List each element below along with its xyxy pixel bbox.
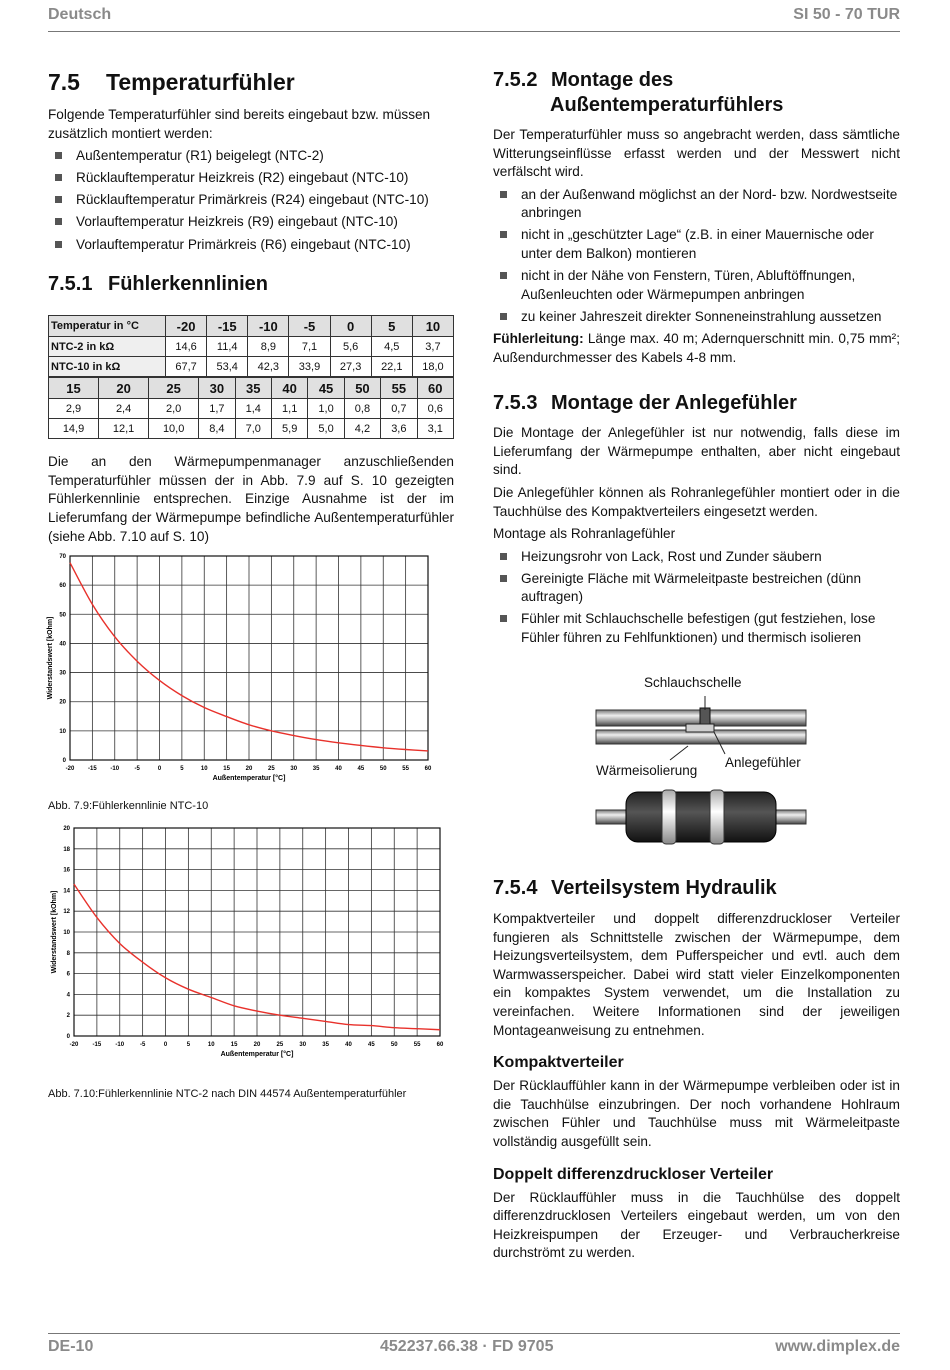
- table-header-cell: 30: [199, 378, 235, 399]
- label-insulation: Wärmeisolierung: [596, 763, 698, 778]
- table-header-cell: -5: [289, 316, 330, 337]
- bullet-icon: [55, 241, 62, 248]
- table-header-cell: -15: [207, 316, 248, 337]
- table-cell: 67,7: [166, 357, 207, 377]
- section-title: Fühlerkennlinien: [108, 273, 269, 296]
- figure-caption-7-9: Abb. 7.9:Fühlerkennlinie NTC-10: [48, 800, 209, 812]
- y-tick-label: 4: [66, 992, 70, 999]
- table-cell: 1,1: [271, 399, 307, 419]
- y-tick-label: 18: [63, 846, 70, 853]
- table-cell: 7,0: [235, 419, 271, 439]
- table-header-cell: 45: [308, 378, 344, 399]
- table-header-cell: 50: [344, 378, 380, 399]
- section-number: 7.5.4: [493, 877, 538, 899]
- sensor-cable-spec: Fühlerleitung: Länge max. 40 m; Adernquerschnitt min. 0,75 mm²; Außendurchmesser des Kabels 4-8 mm.: [493, 330, 900, 365]
- x-tick-label: 20: [253, 1042, 261, 1048]
- x-tick-label: 60: [424, 766, 432, 772]
- y-tick-label: 50: [59, 612, 66, 619]
- x-tick-label: -20: [65, 766, 75, 772]
- x-tick-label: -20: [69, 1042, 79, 1048]
- table-cell: 4,5: [371, 337, 412, 357]
- x-tick-label: 35: [312, 766, 320, 772]
- mounting-list: [493, 186, 900, 327]
- bullet-icon: [500, 191, 507, 198]
- pipe-sensor-figure: [590, 668, 815, 853]
- footer-document-id: 452237.66.38 · FD 9705: [380, 1338, 554, 1355]
- y-tick-label: 20: [63, 826, 70, 832]
- section-7-5-2-intro: Der Temperaturfühler muss so angebracht werden, dass sämtliche Witterungseinflüsse erfasst werden und der Messwert nicht verfälscht wird.: [493, 127, 900, 180]
- list-item: Vorlauftemperatur Heizkreis (R9) eingebaut (NTC-10): [48, 213, 454, 232]
- table-row: [49, 419, 454, 439]
- table-cell: 5,9: [271, 419, 307, 439]
- pipe-sensor-steps: [493, 548, 900, 648]
- table-cell: 2,4: [99, 399, 149, 419]
- table-header-label: Temperatur in °C: [49, 316, 166, 337]
- bullet-icon: [500, 575, 507, 582]
- table-header-cell: 60: [417, 378, 453, 399]
- kompaktverteiler-text: Der Rücklauffühler kann in der Wärmepumpe verbleiben oder ist in die Tauchhülse einzubringen. Der noch vorhandene Hohlraum zwischen Fühler und Tauchhülse muss mit Wärmeleitpaste vollständig ausgefüllt sein.: [493, 1078, 900, 1149]
- table-header-cell: 15: [49, 378, 99, 399]
- section-7-5-4-heading: [493, 876, 900, 901]
- table-cell: 2,9: [49, 399, 99, 419]
- table-cell: 3,6: [381, 419, 417, 439]
- y-tick-label: 16: [63, 867, 70, 874]
- y-tick-label: 8: [66, 950, 70, 957]
- x-tick-label: 45: [357, 766, 365, 772]
- table-cell: 8,4: [199, 419, 235, 439]
- section-7-5-4: [493, 876, 900, 1263]
- y-tick-label: 0: [66, 1034, 70, 1040]
- section-7-5-heading: [48, 68, 454, 96]
- section-title-line2: Außentemperaturfühlers: [550, 94, 784, 116]
- table-cell: 1,7: [199, 399, 235, 419]
- list-item: Rücklauftemperatur Heizkreis (R2) eingebaut (NTC-10): [48, 169, 454, 188]
- row-label: NTC-2 in kΩ: [49, 337, 166, 357]
- section-7-5-1-heading: [48, 272, 454, 297]
- sensor-list: [48, 147, 454, 254]
- table-cell: 8,9: [248, 337, 289, 357]
- bullet-icon: [500, 553, 507, 560]
- table-cell: 0,6: [417, 399, 453, 419]
- x-tick-label: 45: [368, 1042, 375, 1048]
- list-item: Heizungsrohr von Lack, Rost und Zunder säubern: [493, 548, 900, 567]
- y-axis-label: Widerstandswert [kOhm]: [47, 616, 54, 700]
- y-tick-label: 14: [63, 888, 70, 895]
- bullet-icon: [55, 174, 62, 181]
- y-tick-label: 40: [59, 641, 66, 648]
- section-number: 7.5.3: [493, 392, 538, 415]
- table-header-cell: 5: [371, 316, 412, 337]
- table-header-cell: 10: [412, 316, 453, 337]
- section-7-5-intro: Folgende Temperaturfühler sind bereits eingebaut bzw. müssen zusätzlich montiert werden:: [48, 107, 431, 141]
- section-title: Verteilsystem Hydraulik: [551, 877, 777, 899]
- list-item: zu keiner Jahreszeit direkter Sonneneinstrahlung aussetzen: [493, 308, 900, 327]
- x-tick-label: 55: [402, 766, 409, 772]
- list-item: nicht in „geschützter Lage“ (z.B. in einer Mauernische oder unter dem Balkon) montieren: [493, 226, 900, 263]
- table-cell: 53,4: [207, 357, 248, 377]
- subheading-doppelt-verteiler: Doppelt differenzdruckloser Verteiler: [493, 1165, 774, 1183]
- section-7-5-2-heading: [493, 68, 900, 118]
- x-tick-label: 15: [230, 1042, 238, 1048]
- x-tick-label: -10: [110, 766, 120, 772]
- left-column: [48, 68, 454, 546]
- list-item: Rücklauftemperatur Primärkreis (R24) eingebaut (NTC-10): [48, 191, 454, 210]
- table-cell: 7,1: [289, 337, 330, 357]
- table-cell: 14,6: [166, 337, 207, 357]
- table-cell: 14,9: [49, 419, 99, 439]
- y-tick-label: 12: [63, 909, 70, 916]
- footer-website: www.dimplex.de: [775, 1338, 900, 1355]
- section-number: 7.5.1: [48, 273, 93, 296]
- right-column: [493, 68, 900, 651]
- x-tick-label: 5: [180, 766, 184, 772]
- x-axis-label: Außentemperatur [°C]: [220, 1051, 294, 1058]
- section-title: Temperaturfühler: [106, 69, 295, 95]
- x-tick-label: 15: [223, 766, 230, 772]
- bullet-icon: [500, 231, 507, 238]
- table-cell: 5,0: [308, 419, 344, 439]
- list-item: Außentemperatur (R1) beigelegt (NTC-2): [48, 147, 454, 166]
- x-tick-label: 20: [245, 766, 253, 772]
- y-tick-label: 30: [59, 670, 66, 677]
- x-tick-label: 5: [186, 1042, 191, 1048]
- header-model: SI 50 - 70 TUR: [793, 6, 900, 23]
- x-tick-label: 10: [207, 1042, 215, 1048]
- y-tick-label: 10: [63, 930, 70, 936]
- table-row: [49, 399, 454, 419]
- y-tick-label: 10: [59, 728, 66, 735]
- chart-ntc2: [48, 822, 448, 1062]
- table-cell: 22,1: [371, 357, 412, 377]
- sensor-table-high-temps: [48, 377, 454, 439]
- x-tick-label: -15: [92, 1042, 102, 1048]
- list-item: nicht in der Nähe von Fenstern, Türen, Abluftöffnungen, Außenleuchten oder Wärmepumpen anbringen: [493, 267, 900, 304]
- label-hose-clamp: Schlauchschelle: [644, 675, 742, 690]
- table-header-cell: 40: [271, 378, 307, 399]
- section-7-5-3-heading: [493, 391, 900, 416]
- table-header-cell: 20: [99, 378, 149, 399]
- table-cell: 5,6: [330, 337, 371, 357]
- table-cell: 4,2: [344, 419, 380, 439]
- x-tick-label: -5: [134, 766, 140, 772]
- bullet-icon: [500, 272, 507, 279]
- x-tick-label: 60: [436, 1042, 444, 1048]
- x-tick-label: 40: [345, 1042, 352, 1048]
- table-cell: 11,4: [207, 337, 248, 357]
- header-divider: [48, 31, 900, 32]
- table-cell: 1,0: [308, 399, 344, 419]
- bullet-icon: [55, 196, 62, 203]
- sensor-table-low-temps: [48, 315, 454, 377]
- table-cell: 2,0: [149, 399, 199, 419]
- x-tick-label: -5: [139, 1042, 146, 1048]
- section-7-5-3-p2: Die Anlegefühler können als Rohranlegefühler montiert oder in die Tauchhülse des Kompaktverteilers eingesetzt werden.: [493, 484, 900, 519]
- header-language: Deutsch: [48, 6, 112, 23]
- table-cell: 10,0: [149, 419, 199, 439]
- table-header-cell: -20: [166, 316, 207, 337]
- row-label: NTC-10 in kΩ: [49, 357, 166, 377]
- table-cell: 42,3: [248, 357, 289, 377]
- bullet-icon: [500, 615, 507, 622]
- table-cell: 27,3: [330, 357, 371, 377]
- label-contact-sensor: Anlegefühler: [725, 755, 801, 770]
- x-tick-label: 10: [200, 766, 208, 772]
- bullet-icon: [55, 218, 62, 225]
- y-tick-label: 60: [59, 583, 66, 590]
- x-tick-label: 50: [379, 766, 387, 772]
- x-tick-label: 40: [335, 766, 342, 772]
- section-title-line1: Montage des: [551, 69, 674, 91]
- y-tick-label: 70: [59, 554, 66, 560]
- table-cell: 0,7: [381, 399, 417, 419]
- x-tick-label: 50: [390, 1042, 398, 1048]
- x-tick-label: 55: [413, 1042, 421, 1048]
- section-number: 7.5: [48, 69, 80, 95]
- x-tick-label: 25: [276, 1042, 284, 1048]
- x-tick-label: 0: [163, 1042, 168, 1048]
- footer-divider: [48, 1333, 900, 1334]
- section-7-5-3-p3: Montage als Rohranlagefühler: [493, 526, 676, 542]
- x-axis-label: Außentemperatur [°C]: [212, 775, 286, 782]
- section-7-5-4-p1: Kompaktverteiler und doppelt differenzdruckloser Verteiler fungieren als Schnittstelle zwischen der Wärmepumpe, dem Heizungsverteilsystem, dem Pufferspeicher und evtl. auch dem Warmwasserspeicher. Dabei wird statt vieler Einzelkomponenten ein kompaktes System verwendet, um die Installation zu vereinfachen. Weitere Informationen sind der jeweiligen Montageanweisung zu entnehmen.: [493, 911, 900, 1038]
- subheading-kompaktverteiler: Kompaktverteiler: [493, 1054, 624, 1072]
- table-cell: 3,1: [417, 419, 453, 439]
- list-item: Fühler mit Schlauchschelle befestigen (gut festziehen, lose Fühler führen zu Fehlfunktionen) und thermisch isolieren: [493, 610, 900, 647]
- y-tick-label: 2: [66, 1013, 70, 1020]
- figure-caption-7-10: Abb. 7.10:Fühlerkennlinie NTC-2 nach DIN 44574 Außentemperaturfühler: [48, 1088, 407, 1100]
- table-row: [49, 357, 454, 377]
- y-axis-label: Widerstandswert [kOhm]: [51, 890, 58, 974]
- table-cell: 3,7: [412, 337, 453, 357]
- table-row: [49, 337, 454, 357]
- y-tick-label: 20: [59, 699, 66, 706]
- table-cell: 18,0: [412, 357, 453, 377]
- bullet-icon: [500, 313, 507, 320]
- bullet-icon: [55, 152, 62, 159]
- table-header-cell: 0: [330, 316, 371, 337]
- table-cell: 1,4: [235, 399, 271, 419]
- table-cell: 0,8: [344, 399, 380, 419]
- x-tick-label: -10: [115, 1042, 125, 1048]
- section-7-5-3-p1: Die Montage der Anlegefühler ist nur notwendig, falls diese im Lieferumfang der Wärmepumpe enthalten, aber nicht eingebaut sind.: [493, 425, 900, 478]
- table-header-cell: 25: [149, 378, 199, 399]
- table-header-cell: 55: [381, 378, 417, 399]
- x-tick-label: 30: [299, 1042, 307, 1048]
- list-item: an der Außenwand möglichst an der Nord- bzw. Nordwestseite anbringen: [493, 186, 900, 223]
- y-tick-label: 0: [62, 758, 66, 764]
- y-tick-label: 6: [66, 971, 70, 978]
- x-tick-label: 35: [322, 1042, 329, 1048]
- x-tick-label: 0: [157, 766, 162, 772]
- table-cell: 12,1: [99, 419, 149, 439]
- table-header-cell: -10: [248, 316, 289, 337]
- chart-ntc10: [40, 550, 440, 785]
- x-tick-label: -15: [88, 766, 97, 772]
- section-number: 7.5.2: [493, 69, 538, 91]
- x-tick-label: 30: [290, 766, 298, 772]
- table-header-cell: 35: [235, 378, 271, 399]
- list-item: Gereinigte Fläche mit Wärmeleitpaste bestreichen (dünn auftragen): [493, 570, 900, 607]
- x-tick-label: 25: [268, 766, 275, 772]
- footer-page-number: DE-10: [48, 1338, 94, 1355]
- sensor-curve-text: Die an den Wärmepumpenmanager anzuschließenden Temperaturfühler müssen der in Abb. 7.9 auf S. 10 gezeigten Fühlerkennlinie entsprechen. Einzige Ausnahme ist der im Lieferumfang der Wärmepumpe befindliche Außentemperaturfühler (siehe Abb. 7.10 auf S. 10): [48, 454, 454, 544]
- section-title: Montage der Anlegefühler: [551, 392, 797, 415]
- doppelt-verteiler-text: Der Rücklauffühler muss in die Tauchhülse des doppelt differenzdrucklosen Verteilers eingebaut werden, um von den Heizkreispumpen der Erzeuger- und Verbraucherkreise durchströmt zu werden.: [493, 1189, 900, 1261]
- table-cell: 33,9: [289, 357, 330, 377]
- list-item: Vorlauftemperatur Primärkreis (R6) eingebaut (NTC-10): [48, 236, 454, 255]
